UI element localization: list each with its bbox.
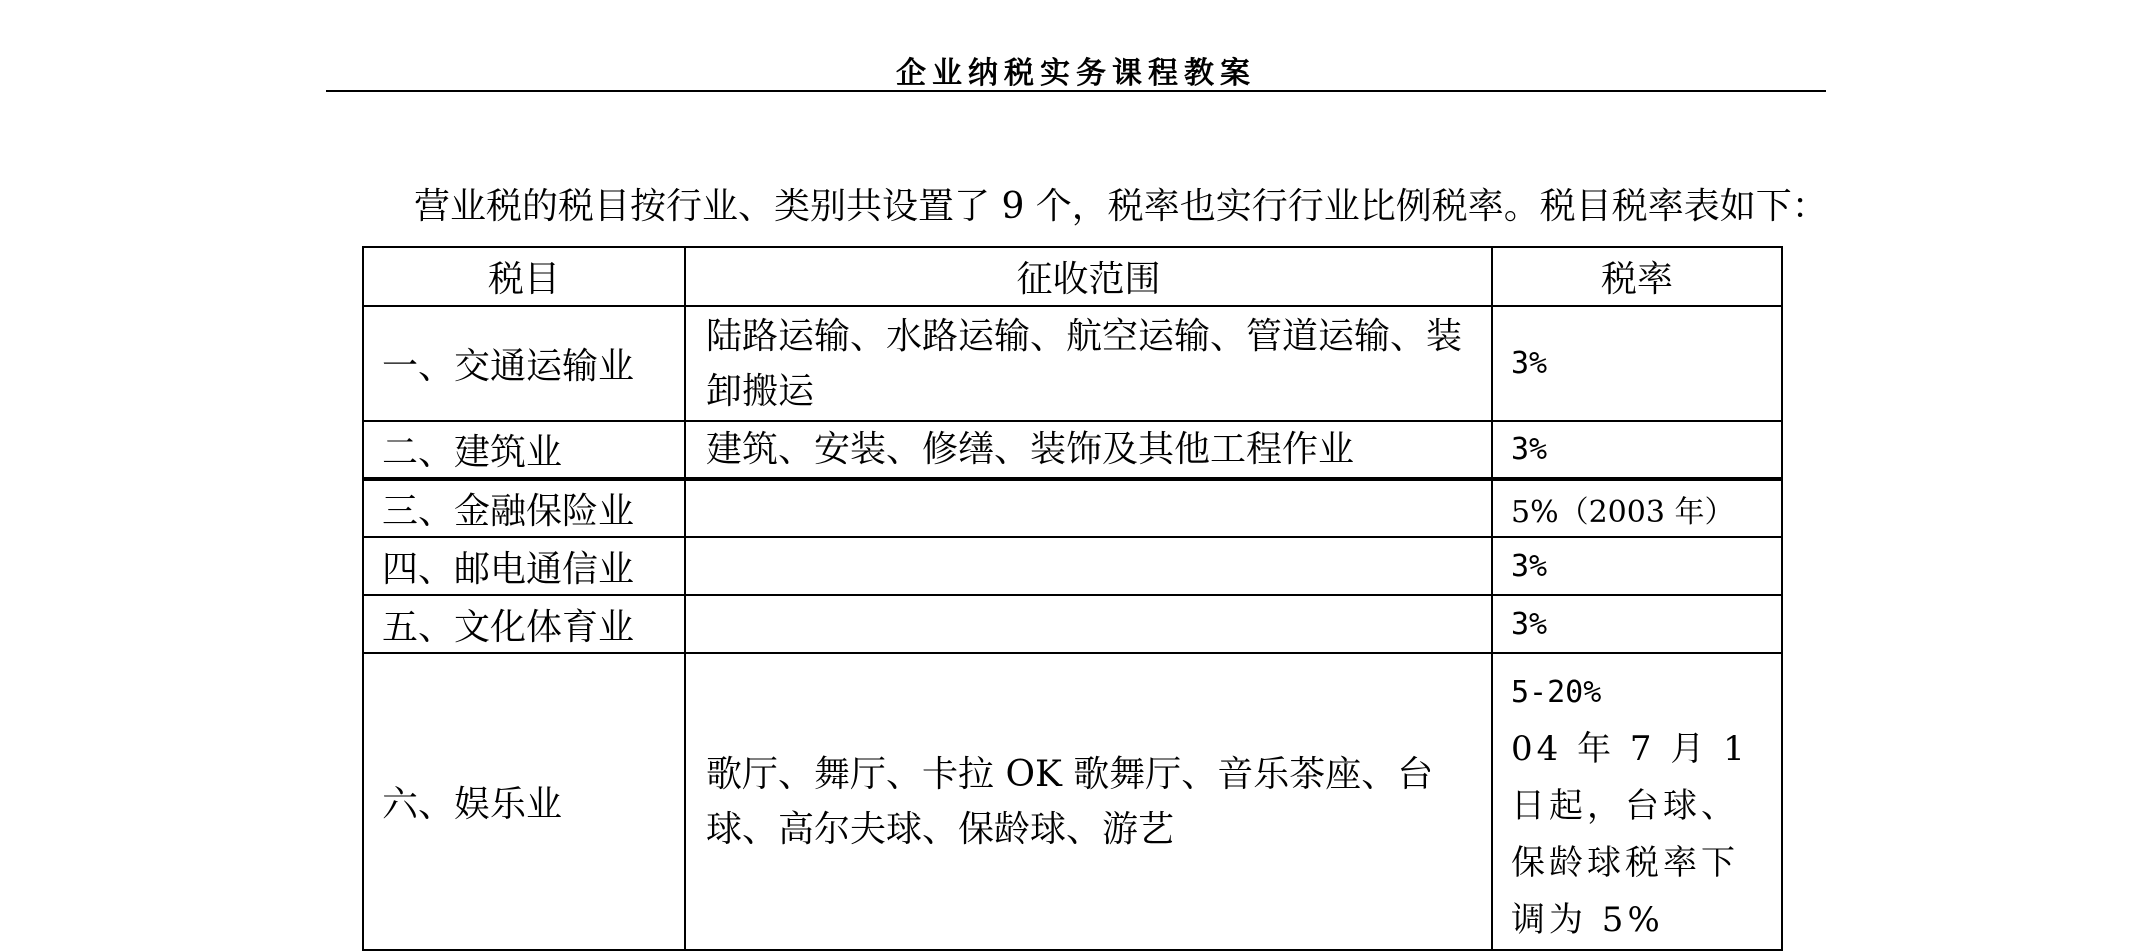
scope-cell: 歌厅、舞厅、卡拉 OK 歌舞厅、音乐茶座、台球、高尔夫球、保龄球、游艺	[685, 653, 1492, 950]
tax-item-cell: 一、交通运输业	[363, 306, 685, 421]
intro-paragraph: 营业税的税目按行业、类别共设置了 9 个，税率也实行行业比例税率。税目税率表如下：	[414, 186, 1828, 227]
table-row	[363, 653, 1782, 950]
scope-cell	[685, 595, 1492, 653]
rate-cell: 5%（2003 年）	[1492, 479, 1782, 537]
tax-item-cell: 三、金融保险业	[363, 479, 685, 537]
rate-cell: 3%	[1492, 421, 1782, 479]
table-row	[363, 479, 1782, 537]
table-row	[363, 421, 1782, 479]
header-rate: 税率	[1492, 247, 1782, 306]
rate-cell	[1492, 653, 1782, 950]
scope-cell: 建筑、安装、修缮、装饰及其他工程作业	[685, 421, 1492, 479]
rate-note: 04 年 7 月 1 日起，台球、保龄球税率下调为 5%	[1511, 729, 1749, 940]
rate-cell: 3%	[1492, 595, 1782, 653]
header-divider	[326, 90, 1826, 92]
table-header-row	[363, 247, 1782, 306]
tax-rate-table	[362, 246, 1783, 951]
header-tax-item: 税目	[363, 247, 685, 306]
document-header-title: 企业纳税实务课程教案	[896, 56, 1256, 91]
table-row	[363, 537, 1782, 595]
table-row	[363, 595, 1782, 653]
tax-item-cell: 五、文化体育业	[363, 595, 685, 653]
table-row	[363, 306, 1782, 421]
scope-cell: 陆路运输、水路运输、航空运输、管道运输、装卸搬运	[685, 306, 1492, 421]
scope-cell	[685, 479, 1492, 537]
tax-item-cell: 二、建筑业	[363, 421, 685, 479]
tax-item-cell: 四、邮电通信业	[363, 537, 685, 595]
header-scope: 征收范围	[685, 247, 1492, 306]
rate-cell: 3%	[1492, 306, 1782, 421]
tax-item-cell: 六、娱乐业	[363, 653, 685, 950]
rate-range: 5-20%	[1511, 675, 1602, 710]
rate-cell: 3%	[1492, 537, 1782, 595]
scope-cell	[685, 537, 1492, 595]
